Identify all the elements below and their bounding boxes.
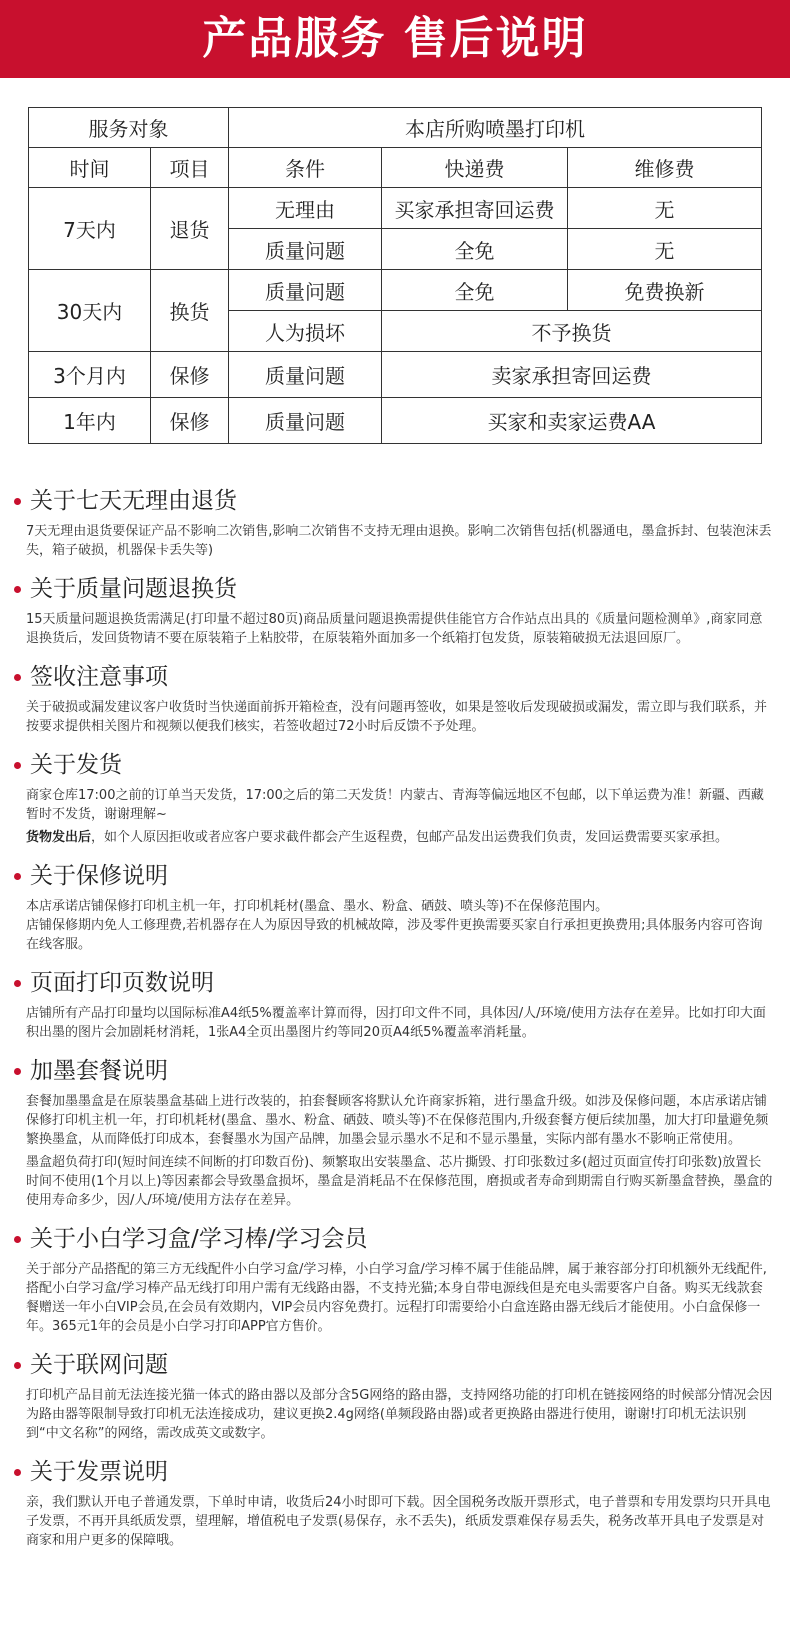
section-receipt-notes [14, 662, 774, 736]
policy-sections [14, 486, 774, 1564]
table-header-time: 时间 [29, 148, 151, 188]
bullet-dot-icon [14, 1362, 21, 1369]
banner-title: 产品服务 售后说明 [202, 13, 588, 64]
table-cell-repair: 免费换新 [568, 270, 762, 311]
section-text: 打印机产品目前无法连接光猫一体式的路由器以及部分含5G网络的路由器，支持网络功能的打印机在链接网络的时候部分情况会因为路由器等限制导致打印机无法连接成功，建议更换2.4g网络(单频段路由器)或者更换路由器进行使用，谢谢!打印机无法识别到“中文名称”的网络，需改成英文或数字。 [26, 1388, 773, 1441]
table-cell-condition: 质量问题 [229, 352, 382, 398]
table-cell-condition: 质量问题 [229, 270, 382, 311]
table-cell-time: 1年内 [29, 398, 151, 444]
table-cell-shipping: 全免 [382, 229, 568, 270]
section-heading: 签收注意事项 [14, 662, 774, 692]
section-seven-day-return [14, 486, 774, 560]
bullet-dot-icon [14, 674, 21, 681]
section-text: 7天无理由退货要保证产品不影响二次销售,影响二次销售不支持无理由退换。影响二次销售包括(机器通电，墨盒拆封、包装泡沫丢失，箱子破损，机器保卡丢失等) [26, 524, 772, 558]
table-cell-time: 30天内 [29, 270, 151, 352]
section-network [14, 1350, 774, 1443]
bullet-dot-icon [14, 1068, 21, 1075]
table-cell-merged: 不予换货 [382, 311, 762, 352]
table-cell-service-target: 服务对象 [29, 108, 229, 148]
section-text: 店铺保修期内免人工修理费,若机器存在人为原因导致的机械故障，涉及零件更换需要买家自行承担更换费用;具体服务内容可咨询在线客服。 [26, 918, 763, 952]
section-text: 店铺所有产品打印量均以国际标准A4纸5%覆盖率计算而得，因打印文件不同，具体因/人/环境/使用方法存在差异。比如打印大面积出墨的图片会加剧耗材消耗，1张A4全页出墨图片约等同20页A4纸5%覆盖率消耗量。 [26, 1006, 766, 1040]
section-warranty [14, 861, 774, 954]
bullet-dot-icon [14, 873, 21, 880]
table-header-shipping: 快递费 [382, 148, 568, 188]
table-cell-item: 换货 [151, 270, 229, 352]
section-invoice [14, 1457, 774, 1550]
section-text: 亲，我们默认开电子普通发票，下单时申请，收货后24小时即可下载。因全国税务改版开票形式，电子普票和专用发票均只开具电子发票，不再开具纸质发票，望理解，增值税电子发票(易保存，永不丢失)，纸质发票难保存易丢失，税务改革开具电子发票是对商家和用户更多的保障哦。 [26, 1495, 771, 1548]
table-row [29, 108, 762, 148]
table-row [29, 352, 762, 398]
table-header-repair: 维修费 [568, 148, 762, 188]
section-heading: 关于发货 [14, 750, 774, 780]
bullet-dot-icon [14, 762, 21, 769]
section-text: 货物发出后，如个人原因拒收或者应客户要求截件都会产生返程费，包邮产品发出运费我们负责，发回运费需要买家承担。 [26, 830, 729, 845]
table-header-condition: 条件 [229, 148, 382, 188]
bullet-dot-icon [14, 1236, 21, 1243]
table-cell-merged: 买家和卖家运费AA [382, 398, 762, 444]
table-cell-repair: 无 [568, 188, 762, 229]
section-text: 商家仓库17:00之前的订单当天发货，17:00之后的第二天发货！内蒙古、青海等偏远地区不包邮，以下单运费为准！新疆、西藏暂时不发货，谢谢理解~ [26, 788, 764, 822]
bullet-dot-icon [14, 498, 21, 505]
table-cell-condition: 质量问题 [229, 398, 382, 444]
bullet-dot-icon [14, 1469, 21, 1476]
section-text: 套餐加墨墨盒是在原装墨盒基础上进行改装的，拍套餐顾客将默认允许商家拆箱，进行墨盒升级。如涉及保修问题，本店承诺店铺保修打印机主机一年，打印机耗材(墨盒、墨水、粉盒、硒鼓、喷头等)不在保修范围内,升级套餐方便后续加墨，加大打印量避免频繁换墨盒，从而降低打印成本，套餐墨水为国产品牌，加墨会显示墨水不足和不显示墨量，实际内部有墨水不影响正常使用。 [26, 1094, 769, 1147]
section-text: 15天质量问题退换货需满足(打印量不超过80页)商品质量问题退换需提供佳能官方合作站点出具的《质量问题检测单》,商家同意退换货后，发回货物请不要在原装箱子上粘胶带，在原装箱外面加多一个纸箱打包发货，原装箱破损无法退回原厂。 [26, 612, 763, 646]
section-heading: 关于联网问题 [14, 1350, 774, 1380]
table-row [29, 398, 762, 444]
table-cell-condition: 质量问题 [229, 229, 382, 270]
table-row [29, 188, 762, 229]
section-page-yield [14, 968, 774, 1042]
table-cell-condition: 无理由 [229, 188, 382, 229]
title-banner [0, 0, 790, 78]
table-row [29, 270, 762, 311]
section-text: 墨盒超负荷打印(短时间连续不间断的打印数百份)、频繁取出安装墨盒、芯片撕毁、打印张数过多(超过页面宣传打印张数)放置长时间不使用(1个月以上)等因素都会导致墨盒损坏，墨盒是消耗品不在保修范围，磨损或者寿命到期需自行购买新墨盒替换，墨盒的使用寿命多少，因/人/环境/使用方法存在差异。 [26, 1155, 773, 1208]
table-row [29, 148, 762, 188]
table-cell-item: 保修 [151, 352, 229, 398]
section-heading: 关于保修说明 [14, 861, 774, 891]
table-cell-merged: 卖家承担寄回运费 [382, 352, 762, 398]
table-cell-item: 保修 [151, 398, 229, 444]
section-quality-return [14, 574, 774, 648]
table-cell-time: 7天内 [29, 188, 151, 270]
section-heading: 关于质量问题退换货 [14, 574, 774, 604]
section-shipping [14, 750, 774, 847]
table-header-item: 项目 [151, 148, 229, 188]
section-text: 本店承诺店铺保修打印机主机一年，打印机耗材(墨盒、墨水、粉盒、硒鼓、喷头等)不在保修范围内。 [26, 899, 609, 914]
table-cell-item: 退货 [151, 188, 229, 270]
table-cell-repair: 无 [568, 229, 762, 270]
bullet-dot-icon [14, 980, 21, 987]
bullet-dot-icon [14, 586, 21, 593]
section-heading: 关于七天无理由退货 [14, 486, 774, 516]
section-heading: 关于小白学习盒/学习棒/学习会员 [14, 1224, 774, 1254]
section-learning-box [14, 1224, 774, 1336]
table-cell-shipping: 买家承担寄回运费 [382, 188, 568, 229]
section-text: 关于破损或漏发建议客户收货时当快递面前拆开箱检查，没有问题再签收，如果是签收后发现破损或漏发，需立即与我们联系，并按要求提供相关图片和视频以便我们核实，若签收超过72小时后反馈不予处理。 [26, 700, 768, 734]
section-text: 关于部分产品搭配的第三方无线配件小白学习盒/学习棒，小白学习盒/学习棒不属于佳能品牌，属于兼容部分打印机额外无线配件,搭配小白学习盒/学习棒产品无线打印用户需有无线路由器，不支持光猫;本身自带电源线但是充电头需要客户自备。购买无线款套餐赠送一年小白VIP会员,在会员有效期内，VIP会员内容免费打。远程打印需要给小白盒连路由器无线后才能使用。小白盒保修一年。365元1年的会员是小白学习打印APP官方售价。 [26, 1262, 767, 1334]
section-heading: 加墨套餐说明 [14, 1056, 774, 1086]
section-heading: 页面打印页数说明 [14, 968, 774, 998]
table-cell-product: 本店所购喷墨打印机 [229, 108, 762, 148]
section-heading: 关于发票说明 [14, 1457, 774, 1487]
table-cell-shipping: 全免 [382, 270, 568, 311]
section-ink-package [14, 1056, 774, 1210]
table-cell-time: 3个月内 [29, 352, 151, 398]
service-table [28, 107, 762, 444]
table-cell-condition: 人为损坏 [229, 311, 382, 352]
